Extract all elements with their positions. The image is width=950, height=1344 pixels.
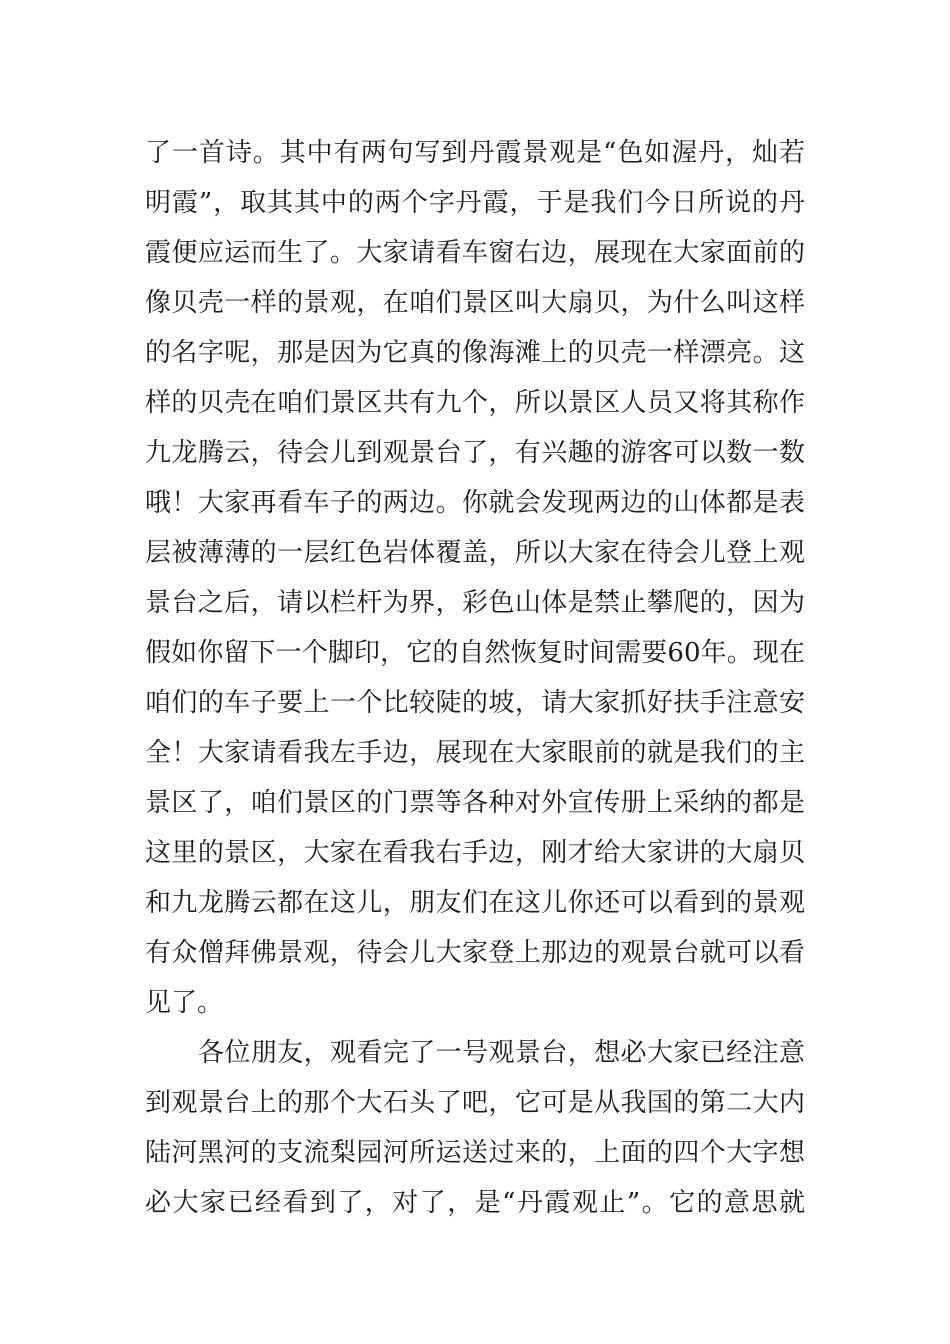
text-line: 和九龙腾云都在这儿，朋友们在这儿你还可以看到的景观: [145, 888, 805, 918]
text-line: 霞便应运而生了。大家请看车窗右边，展现在大家面前的: [145, 238, 805, 268]
text-line: 景台之后，请以栏杆为界，彩色山体是禁止攀爬的，因为: [145, 588, 805, 618]
text-line: 哦！大家再看车子的两边。你就会发现两边的山体都是表: [145, 488, 805, 518]
text-line: 的名字呢，那是因为它真的像海滩上的贝壳一样漂亮。这: [145, 338, 805, 368]
text-line: 层被薄薄的一层红色岩体覆盖，所以大家在待会儿登上观: [145, 538, 805, 568]
text-line: 假如你留下一个脚印，它的自然恢复时间需要60年。现在: [145, 638, 805, 668]
text-line: 到观景台上的那个大石头了吧，它可是从我国的第二大内: [145, 1088, 805, 1118]
text-line: 这里的景区，大家在看我右手边，刚才给大家讲的大扇贝: [145, 838, 805, 868]
text-line: 九龙腾云，待会儿到观景台了，有兴趣的游客可以数一数: [145, 438, 805, 468]
text-line: 陆河黑河的支流梨园河所运送过来的，上面的四个大字想: [145, 1138, 805, 1168]
text-line: 必大家已经看到了，对了，是“丹霞观止”。它的意思就: [145, 1188, 805, 1218]
text-line: 明霞”，取其其中的两个字丹霞，于是我们今日所说的丹: [145, 188, 805, 218]
text-line: 全！大家请看我左手边，展现在大家眼前的就是我们的主: [145, 738, 805, 768]
text-line: 咱们的车子要上一个比较陡的坡，请大家抓好扶手注意安: [145, 688, 805, 718]
text-line: 见了。: [145, 988, 224, 1018]
text-line: 有众僧拜佛景观，待会儿大家登上那边的观景台就可以看: [145, 938, 805, 968]
paragraph-first-line: 各位朋友，观看完了一号观景台，想必大家已经注意: [198, 1038, 805, 1068]
text-line: 像贝壳一样的景观，在咱们景区叫大扇贝，为什么叫这样: [145, 288, 805, 318]
text-line: 了一首诗。其中有两句写到丹霞景观是“色如渥丹，灿若: [145, 138, 805, 168]
text-line: 样的贝壳在咱们景区共有九个，所以景区人员又将其称作: [145, 388, 805, 418]
text-line: 景区了，咱们景区的门票等各种对外宣传册上采纳的都是: [145, 788, 805, 818]
